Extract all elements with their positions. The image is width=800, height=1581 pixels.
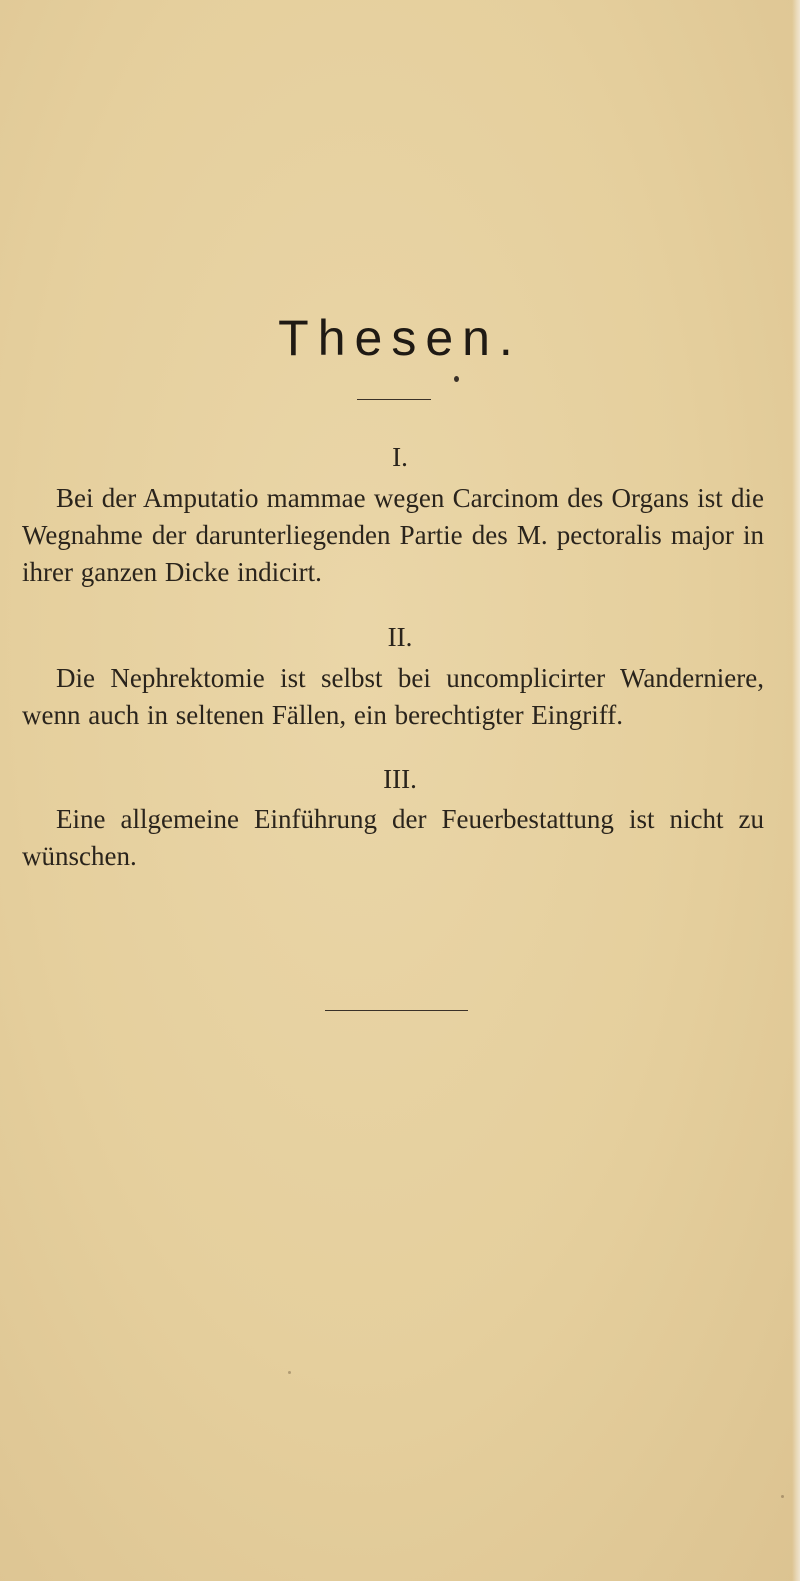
- title-divider: [357, 399, 431, 400]
- thesis-text-3: Eine allgemeine Einführung der Feuerbestattung ist nicht zu wünschen.: [22, 804, 764, 871]
- paper-speck: [781, 1495, 784, 1498]
- ink-dot: [454, 376, 459, 382]
- paper-speck: [288, 1371, 291, 1374]
- end-divider: [325, 1010, 468, 1011]
- thesis-numeral-2: II.: [387, 622, 413, 652]
- thesis-text-1: Bei der Amputatio mammae wegen Carcinom des Organs ist die Wegnahme der darunterliegenden Partie des M. pectoralis major in ihrer ganzen Dicke indicirt.: [22, 483, 764, 587]
- thesis-numeral-1: I.: [392, 442, 408, 472]
- thesis-numeral-3: III.: [383, 764, 417, 794]
- thesis-text-2: Die Nephrektomie ist selbst bei uncomplicirter Wanderniere, wenn auch in seltenen Fällen, ein berechtigter Eingriff.: [22, 663, 764, 730]
- page-title: Thesen.: [278, 310, 522, 366]
